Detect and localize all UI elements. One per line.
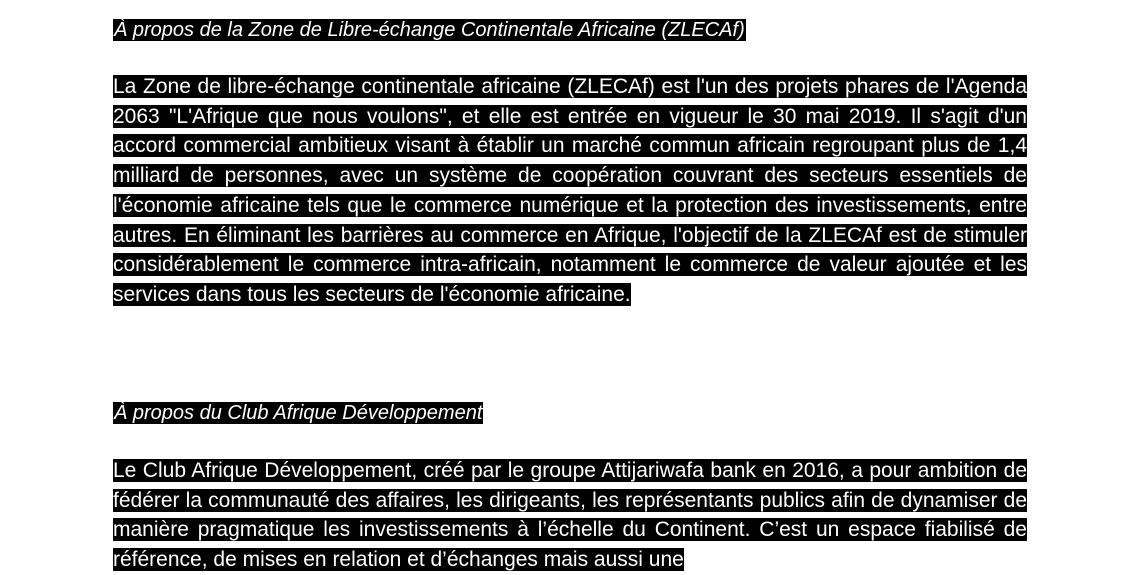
section-title-club-afrique [113, 400, 483, 426]
section-title-text: À propos de la Zone de Libre-échange Continentale Africaine (ZLECAf) [114, 19, 745, 41]
section-body-club-afrique [113, 456, 1027, 575]
section-body-text: Le Club Afrique Développement, créé par le groupe Attijariwafa bank en 2016, a pour ambition de fédérer la communauté des affaires, les dirigeants, les représentants publics afin de dynamiser de manière pragmatique les investissements à l’échelle du Continent. C’est un espace fiabilisé de référence, de mises en relation et d’échanges mais aussi une [113, 459, 1027, 572]
section-body-text: La Zone de libre-échange continentale africaine (ZLECAf) est l'un des projets phares de l'Agenda 2063 "L'Afrique que nous voulons", et elle est entrée en vigueur le 30 mai 2019. Il s'agit d'un accord commercial ambitieux visant à établir un marché commun africain regroupant plus de 1,4 milliard de personnes, avec un système de coopération couvrant des secteurs essentiels de l'économie africaine tels que le commerce numérique et la protection des investissements, entre autres. En éliminant les barrières au commerce en Afrique, l'objectif de la ZLECAf est de stimuler considérablement le commerce intra-africain, notamment le commerce de valeur ajoutée et les services dans tous les secteurs de l'économie africaine. [113, 75, 1027, 306]
section-title-zlecaf [113, 17, 746, 43]
section-title-text: À propos du Club Afrique Développement [114, 402, 483, 424]
section-body-zlecaf [113, 72, 1027, 310]
